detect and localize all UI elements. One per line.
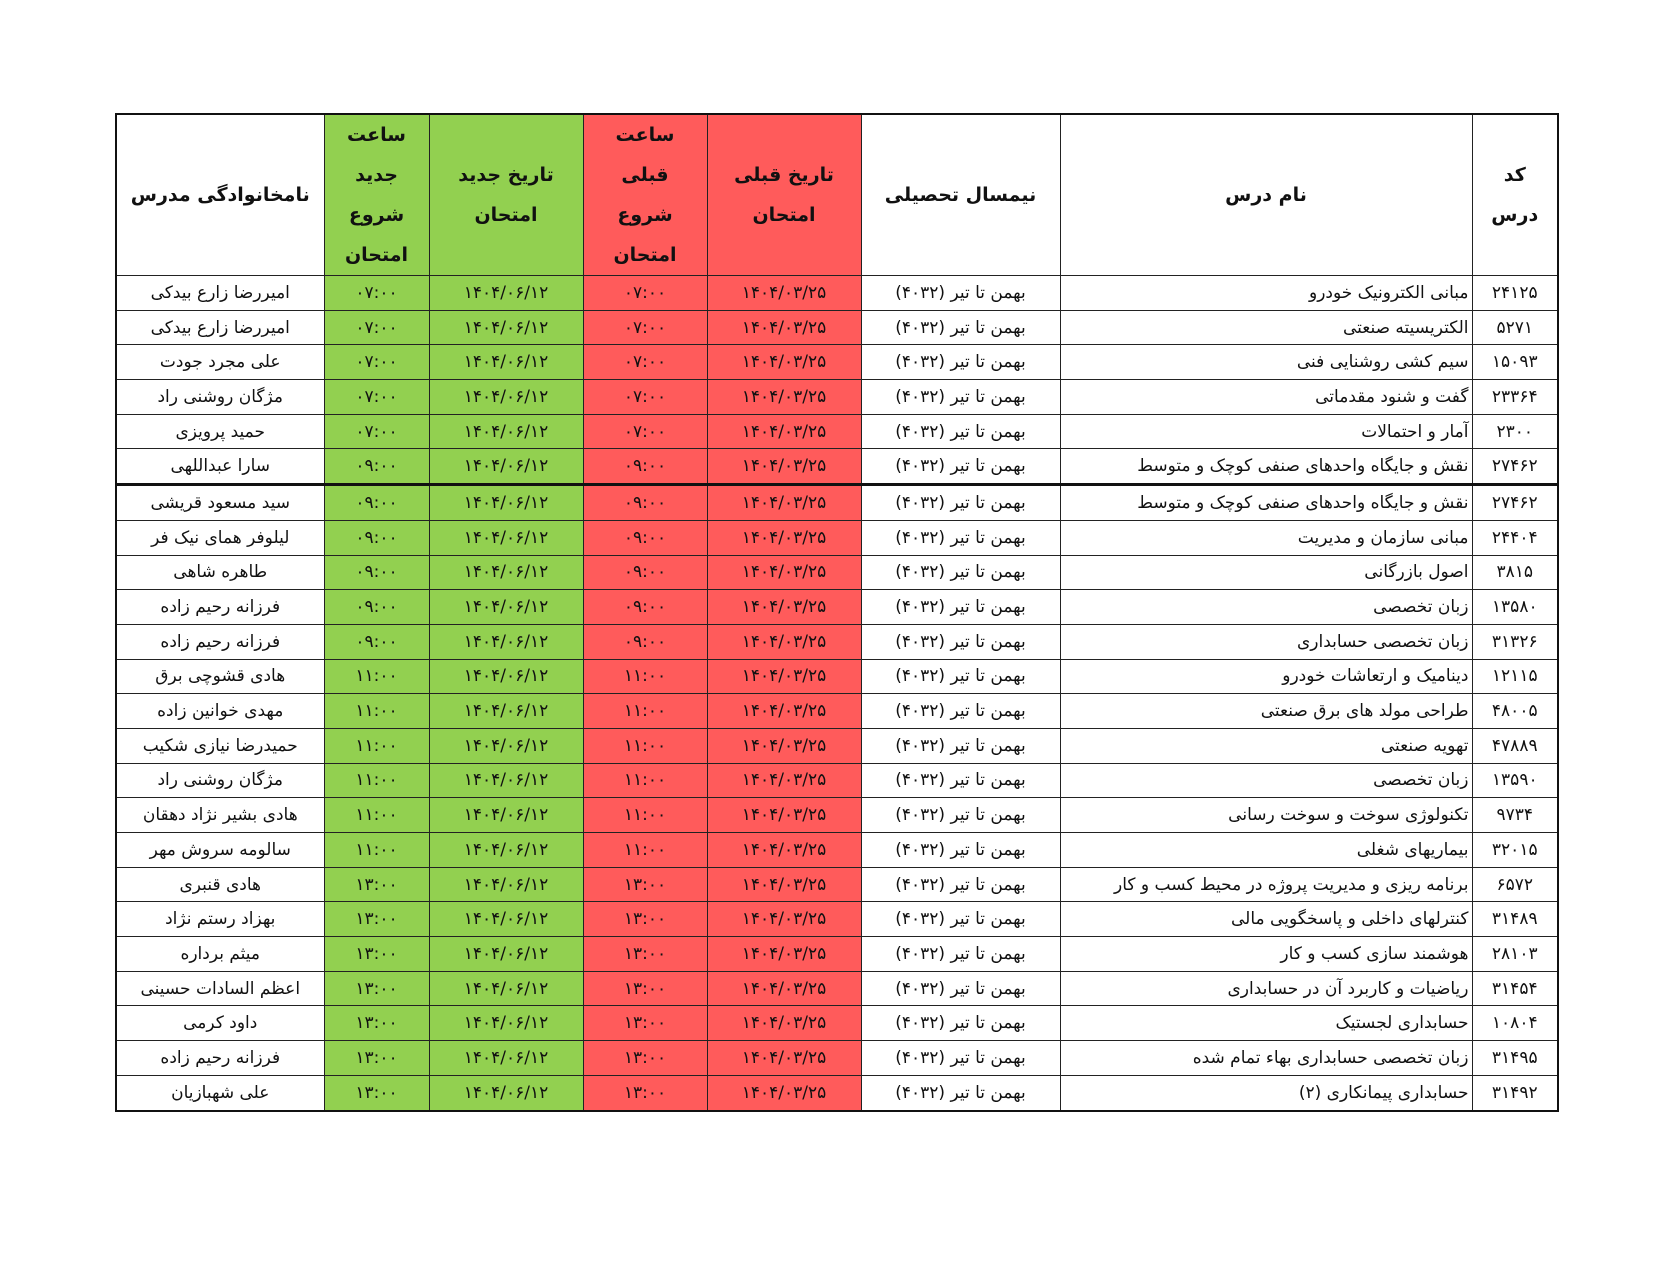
cell-old-date: ۱۴۰۴/۰۳/۲۵	[707, 520, 861, 555]
cell-teacher: سید مسعود قریشی	[116, 485, 324, 521]
cell-old-date: ۱۴۰۴/۰۳/۲۵	[707, 728, 861, 763]
header-old-time: ساعت قبلی شروع امتحان	[583, 114, 707, 276]
cell-semester: بهمن تا تیر (۴۰۳۲)	[861, 590, 1060, 625]
cell-old-time: ۰۷:۰۰	[583, 345, 707, 380]
cell-teacher: علی مجرد جودت	[116, 345, 324, 380]
cell-new-date: ۱۴۰۴/۰۶/۱۲	[429, 763, 583, 798]
cell-course-name: سیم کشی روشنایی فنی	[1060, 345, 1472, 380]
cell-new-date: ۱۴۰۴/۰۶/۱۲	[429, 310, 583, 345]
cell-old-time: ۱۳:۰۰	[583, 902, 707, 937]
cell-course-code: ۳۸۱۵	[1472, 555, 1558, 590]
cell-semester: بهمن تا تیر (۴۰۳۲)	[861, 555, 1060, 590]
cell-semester: بهمن تا تیر (۴۰۳۲)	[861, 485, 1060, 521]
cell-new-date: ۱۴۰۴/۰۶/۱۲	[429, 1006, 583, 1041]
cell-course-name: ریاضیات و کاربرد آن در حسابداری	[1060, 971, 1472, 1006]
cell-course-name: طراحی مولد های برق صنعتی	[1060, 694, 1472, 729]
cell-teacher: اعظم السادات حسینی	[116, 971, 324, 1006]
cell-course-name: آمار و احتمالات	[1060, 414, 1472, 449]
cell-new-time: ۱۳:۰۰	[324, 1075, 429, 1110]
cell-course-code: ۲۴۱۲۵	[1472, 276, 1558, 311]
table-row	[116, 971, 1558, 1006]
cell-new-date: ۱۴۰۴/۰۶/۱۲	[429, 971, 583, 1006]
cell-new-time: ۱۱:۰۰	[324, 728, 429, 763]
table-row	[116, 345, 1558, 380]
cell-course-code: ۳۱۴۸۹	[1472, 902, 1558, 937]
cell-old-date: ۱۴۰۴/۰۳/۲۵	[707, 867, 861, 902]
cell-course-code: ۵۲۷۱	[1472, 310, 1558, 345]
cell-old-date: ۱۴۰۴/۰۳/۲۵	[707, 449, 861, 485]
cell-new-date: ۱۴۰۴/۰۶/۱۲	[429, 867, 583, 902]
cell-old-time: ۱۱:۰۰	[583, 659, 707, 694]
cell-teacher: لیلوفر همای نیک فر	[116, 520, 324, 555]
cell-semester: بهمن تا تیر (۴۰۳۲)	[861, 345, 1060, 380]
cell-old-time: ۱۱:۰۰	[583, 798, 707, 833]
table-row	[116, 833, 1558, 868]
table-row	[116, 520, 1558, 555]
cell-semester: بهمن تا تیر (۴۰۳۲)	[861, 833, 1060, 868]
cell-semester: بهمن تا تیر (۴۰۳۲)	[861, 694, 1060, 729]
cell-teacher: امیررضا زارع بیدکی	[116, 310, 324, 345]
cell-new-date: ۱۴۰۴/۰۶/۱۲	[429, 345, 583, 380]
cell-semester: بهمن تا تیر (۴۰۳۲)	[861, 763, 1060, 798]
cell-course-name: نقش و جایگاه واحدهای صنفی کوچک و متوسط	[1060, 449, 1472, 485]
table-row	[116, 380, 1558, 415]
cell-new-time: ۱۱:۰۰	[324, 694, 429, 729]
cell-new-date: ۱۴۰۴/۰۶/۱۲	[429, 937, 583, 972]
cell-teacher: فرزانه رحیم زاده	[116, 624, 324, 659]
cell-course-code: ۹۷۳۴	[1472, 798, 1558, 833]
cell-old-time: ۰۹:۰۰	[583, 624, 707, 659]
cell-new-date: ۱۴۰۴/۰۶/۱۲	[429, 449, 583, 485]
cell-new-date: ۱۴۰۴/۰۶/۱۲	[429, 485, 583, 521]
cell-course-name: تهویه صنعتی	[1060, 728, 1472, 763]
table-row	[116, 1075, 1558, 1110]
cell-course-code: ۱۲۱۱۵	[1472, 659, 1558, 694]
table-row	[116, 449, 1558, 485]
header-code: کد درس	[1472, 114, 1558, 276]
cell-course-name: الکتریسیته صنعتی	[1060, 310, 1472, 345]
cell-course-name: مبانی سازمان و مدیریت	[1060, 520, 1472, 555]
cell-new-date: ۱۴۰۴/۰۶/۱۲	[429, 590, 583, 625]
table-row	[116, 937, 1558, 972]
cell-old-date: ۱۴۰۴/۰۳/۲۵	[707, 414, 861, 449]
cell-course-name: هوشمند سازی کسب و کار	[1060, 937, 1472, 972]
header-new-time: ساعت جدید شروع امتحان	[324, 114, 429, 276]
cell-old-time: ۰۷:۰۰	[583, 310, 707, 345]
cell-new-date: ۱۴۰۴/۰۶/۱۲	[429, 659, 583, 694]
cell-old-time: ۰۹:۰۰	[583, 520, 707, 555]
table-row	[116, 867, 1558, 902]
cell-teacher: مهدی خوانین زاده	[116, 694, 324, 729]
cell-old-date: ۱۴۰۴/۰۳/۲۵	[707, 310, 861, 345]
cell-old-date: ۱۴۰۴/۰۳/۲۵	[707, 798, 861, 833]
cell-course-name: حسابداری پیمانکاری (۲)	[1060, 1075, 1472, 1110]
cell-course-name: تکنولوژی سوخت و سوخت رسانی	[1060, 798, 1472, 833]
cell-teacher: هادی قنبری	[116, 867, 324, 902]
cell-course-code: ۶۵۷۲	[1472, 867, 1558, 902]
cell-old-time: ۱۳:۰۰	[583, 1006, 707, 1041]
header-old-date: تاریخ قبلی امتحان	[707, 114, 861, 276]
cell-semester: بهمن تا تیر (۴۰۳۲)	[861, 1006, 1060, 1041]
table-row	[116, 276, 1558, 311]
cell-course-code: ۱۳۵۸۰	[1472, 590, 1558, 625]
cell-course-name: بیماریهای شغلی	[1060, 833, 1472, 868]
cell-new-time: ۱۳:۰۰	[324, 1006, 429, 1041]
cell-old-date: ۱۴۰۴/۰۳/۲۵	[707, 937, 861, 972]
cell-teacher: فرزانه رحیم زاده	[116, 1041, 324, 1076]
cell-teacher: سالومه سروش مهر	[116, 833, 324, 868]
cell-old-date: ۱۴۰۴/۰۳/۲۵	[707, 624, 861, 659]
cell-new-time: ۰۷:۰۰	[324, 380, 429, 415]
cell-semester: بهمن تا تیر (۴۰۳۲)	[861, 1041, 1060, 1076]
cell-teacher: امیررضا زارع بیدکی	[116, 276, 324, 311]
cell-course-name: نقش و جایگاه واحدهای صنفی کوچک و متوسط	[1060, 485, 1472, 521]
cell-new-date: ۱۴۰۴/۰۶/۱۲	[429, 1041, 583, 1076]
cell-course-code: ۲۷۴۶۲	[1472, 449, 1558, 485]
cell-teacher: هادی بشیر نژاد دهقان	[116, 798, 324, 833]
cell-course-code: ۳۱۳۲۶	[1472, 624, 1558, 659]
cell-course-name: دینامیک و ارتعاشات خودرو	[1060, 659, 1472, 694]
cell-course-name: برنامه ریزی و مدیریت پروژه در محیط کسب و کار	[1060, 867, 1472, 902]
cell-new-date: ۱۴۰۴/۰۶/۱۲	[429, 555, 583, 590]
cell-course-code: ۴۸۰۰۵	[1472, 694, 1558, 729]
cell-teacher: بهزاد رستم نژاد	[116, 902, 324, 937]
cell-old-date: ۱۴۰۴/۰۳/۲۵	[707, 345, 861, 380]
cell-new-time: ۱۳:۰۰	[324, 937, 429, 972]
cell-new-date: ۱۴۰۴/۰۶/۱۲	[429, 833, 583, 868]
cell-old-time: ۱۱:۰۰	[583, 833, 707, 868]
cell-semester: بهمن تا تیر (۴۰۳۲)	[861, 902, 1060, 937]
cell-new-time: ۱۳:۰۰	[324, 1041, 429, 1076]
cell-course-name: زبان تخصصی	[1060, 590, 1472, 625]
cell-new-time: ۰۷:۰۰	[324, 414, 429, 449]
cell-teacher: میثم برداره	[116, 937, 324, 972]
cell-old-time: ۰۷:۰۰	[583, 380, 707, 415]
cell-course-name: اصول بازرگانی	[1060, 555, 1472, 590]
table-row	[116, 902, 1558, 937]
cell-old-date: ۱۴۰۴/۰۳/۲۵	[707, 1041, 861, 1076]
cell-old-time: ۱۱:۰۰	[583, 694, 707, 729]
cell-old-date: ۱۴۰۴/۰۳/۲۵	[707, 1075, 861, 1110]
cell-course-code: ۱۰۸۰۴	[1472, 1006, 1558, 1041]
cell-teacher: داود کرمی	[116, 1006, 324, 1041]
cell-course-name: زبان تخصصی حسابداری بهاء تمام شده	[1060, 1041, 1472, 1076]
cell-old-time: ۰۷:۰۰	[583, 276, 707, 311]
table-row	[116, 310, 1558, 345]
cell-course-code: ۳۱۴۵۴	[1472, 971, 1558, 1006]
cell-new-time: ۱۱:۰۰	[324, 659, 429, 694]
cell-new-time: ۰۹:۰۰	[324, 449, 429, 485]
cell-semester: بهمن تا تیر (۴۰۳۲)	[861, 380, 1060, 415]
cell-new-date: ۱۴۰۴/۰۶/۱۲	[429, 276, 583, 311]
cell-semester: بهمن تا تیر (۴۰۳۲)	[861, 798, 1060, 833]
cell-semester: بهمن تا تیر (۴۰۳۲)	[861, 310, 1060, 345]
cell-semester: بهمن تا تیر (۴۰۳۲)	[861, 624, 1060, 659]
cell-teacher: مژگان روشنی راد	[116, 763, 324, 798]
cell-new-time: ۰۹:۰۰	[324, 485, 429, 521]
table-row	[116, 763, 1558, 798]
cell-old-date: ۱۴۰۴/۰۳/۲۵	[707, 694, 861, 729]
cell-old-date: ۱۴۰۴/۰۳/۲۵	[707, 276, 861, 311]
cell-course-code: ۲۳۳۶۴	[1472, 380, 1558, 415]
cell-old-time: ۱۳:۰۰	[583, 867, 707, 902]
cell-teacher: سارا عبداللهی	[116, 449, 324, 485]
cell-course-name: حسابداری لجستیک	[1060, 1006, 1472, 1041]
cell-old-date: ۱۴۰۴/۰۳/۲۵	[707, 659, 861, 694]
cell-semester: بهمن تا تیر (۴۰۳۲)	[861, 659, 1060, 694]
exam-schedule-table	[115, 113, 1559, 1112]
cell-old-time: ۱۱:۰۰	[583, 763, 707, 798]
cell-course-name: گفت و شنود مقدماتی	[1060, 380, 1472, 415]
cell-course-code: ۱۳۵۹۰	[1472, 763, 1558, 798]
cell-teacher: علی شهبازیان	[116, 1075, 324, 1110]
cell-semester: بهمن تا تیر (۴۰۳۲)	[861, 937, 1060, 972]
cell-old-time: ۱۳:۰۰	[583, 971, 707, 1006]
cell-new-date: ۱۴۰۴/۰۶/۱۲	[429, 694, 583, 729]
table-row	[116, 414, 1558, 449]
cell-new-date: ۱۴۰۴/۰۶/۱۲	[429, 902, 583, 937]
cell-semester: بهمن تا تیر (۴۰۳۲)	[861, 728, 1060, 763]
cell-course-code: ۲۷۴۶۲	[1472, 485, 1558, 521]
cell-new-date: ۱۴۰۴/۰۶/۱۲	[429, 1075, 583, 1110]
table-row	[116, 798, 1558, 833]
cell-old-time: ۰۹:۰۰	[583, 449, 707, 485]
cell-new-time: ۰۹:۰۰	[324, 624, 429, 659]
cell-old-time: ۱۳:۰۰	[583, 1041, 707, 1076]
cell-new-date: ۱۴۰۴/۰۶/۱۲	[429, 728, 583, 763]
cell-course-code: ۲۴۴۰۴	[1472, 520, 1558, 555]
table-row	[116, 555, 1558, 590]
cell-semester: بهمن تا تیر (۴۰۳۲)	[861, 867, 1060, 902]
cell-new-date: ۱۴۰۴/۰۶/۱۲	[429, 624, 583, 659]
table-row	[116, 1041, 1558, 1076]
cell-old-date: ۱۴۰۴/۰۳/۲۵	[707, 902, 861, 937]
cell-old-date: ۱۴۰۴/۰۳/۲۵	[707, 485, 861, 521]
cell-old-time: ۰۷:۰۰	[583, 414, 707, 449]
cell-semester: بهمن تا تیر (۴۰۳۲)	[861, 414, 1060, 449]
cell-course-code: ۳۱۴۹۵	[1472, 1041, 1558, 1076]
cell-new-time: ۱۳:۰۰	[324, 971, 429, 1006]
cell-new-time: ۱۱:۰۰	[324, 763, 429, 798]
cell-new-time: ۰۷:۰۰	[324, 276, 429, 311]
cell-old-date: ۱۴۰۴/۰۳/۲۵	[707, 590, 861, 625]
cell-new-time: ۱۳:۰۰	[324, 902, 429, 937]
cell-old-date: ۱۴۰۴/۰۳/۲۵	[707, 763, 861, 798]
cell-course-code: ۲۸۱۰۳	[1472, 937, 1558, 972]
cell-new-date: ۱۴۰۴/۰۶/۱۲	[429, 798, 583, 833]
table-row	[116, 590, 1558, 625]
table-row	[116, 728, 1558, 763]
cell-old-time: ۰۹:۰۰	[583, 555, 707, 590]
cell-new-date: ۱۴۰۴/۰۶/۱۲	[429, 414, 583, 449]
table-row	[116, 624, 1558, 659]
table-row	[116, 1006, 1558, 1041]
table-row	[116, 485, 1558, 521]
cell-new-time: ۱۱:۰۰	[324, 798, 429, 833]
table-row	[116, 659, 1558, 694]
header-course-name: نام درس	[1060, 114, 1472, 276]
cell-old-time: ۰۹:۰۰	[583, 485, 707, 521]
cell-teacher: هادی قشوچی برق	[116, 659, 324, 694]
cell-old-date: ۱۴۰۴/۰۳/۲۵	[707, 555, 861, 590]
cell-semester: بهمن تا تیر (۴۰۳۲)	[861, 449, 1060, 485]
cell-teacher: حمیدرضا نیازی شکیب	[116, 728, 324, 763]
header-new-date: تاریخ جدید امتحان	[429, 114, 583, 276]
cell-old-time: ۱۳:۰۰	[583, 1075, 707, 1110]
cell-course-name: مبانی الکترونیک خودرو	[1060, 276, 1472, 311]
cell-teacher: مژگان روشنی راد	[116, 380, 324, 415]
header-semester: نیمسال تحصیلی	[861, 114, 1060, 276]
cell-teacher: فرزانه رحیم زاده	[116, 590, 324, 625]
cell-course-name: زبان تخصصی حسابداری	[1060, 624, 1472, 659]
cell-old-date: ۱۴۰۴/۰۳/۲۵	[707, 833, 861, 868]
table-body	[116, 276, 1558, 1111]
cell-semester: بهمن تا تیر (۴۰۳۲)	[861, 520, 1060, 555]
cell-new-time: ۰۷:۰۰	[324, 310, 429, 345]
cell-old-date: ۱۴۰۴/۰۳/۲۵	[707, 380, 861, 415]
cell-course-code: ۱۵۰۹۳	[1472, 345, 1558, 380]
cell-new-date: ۱۴۰۴/۰۶/۱۲	[429, 380, 583, 415]
cell-teacher: حمید پرویزی	[116, 414, 324, 449]
cell-old-time: ۰۹:۰۰	[583, 590, 707, 625]
cell-course-code: ۲۳۰۰	[1472, 414, 1558, 449]
cell-course-name: کنترلهای داخلی و پاسخگویی مالی	[1060, 902, 1472, 937]
cell-old-time: ۱۱:۰۰	[583, 728, 707, 763]
cell-new-time: ۱۳:۰۰	[324, 867, 429, 902]
cell-new-date: ۱۴۰۴/۰۶/۱۲	[429, 520, 583, 555]
cell-course-code: ۳۱۴۹۲	[1472, 1075, 1558, 1110]
exam-schedule-sheet	[115, 113, 1557, 1112]
cell-semester: بهمن تا تیر (۴۰۳۲)	[861, 1075, 1060, 1110]
cell-teacher: طاهره شاهی	[116, 555, 324, 590]
cell-semester: بهمن تا تیر (۴۰۳۲)	[861, 276, 1060, 311]
cell-semester: بهمن تا تیر (۴۰۳۲)	[861, 971, 1060, 1006]
header-teacher: نامخانوادگی مدرس	[116, 114, 324, 276]
table-row	[116, 694, 1558, 729]
cell-new-time: ۰۹:۰۰	[324, 590, 429, 625]
cell-old-date: ۱۴۰۴/۰۳/۲۵	[707, 1006, 861, 1041]
cell-old-time: ۱۳:۰۰	[583, 937, 707, 972]
cell-new-time: ۱۱:۰۰	[324, 833, 429, 868]
cell-course-name: زبان تخصصی	[1060, 763, 1472, 798]
cell-new-time: ۰۹:۰۰	[324, 520, 429, 555]
cell-course-code: ۳۲۰۱۵	[1472, 833, 1558, 868]
header-row	[116, 114, 1558, 276]
cell-old-date: ۱۴۰۴/۰۳/۲۵	[707, 971, 861, 1006]
cell-course-code: ۴۷۸۸۹	[1472, 728, 1558, 763]
cell-new-time: ۰۹:۰۰	[324, 555, 429, 590]
cell-new-time: ۰۷:۰۰	[324, 345, 429, 380]
